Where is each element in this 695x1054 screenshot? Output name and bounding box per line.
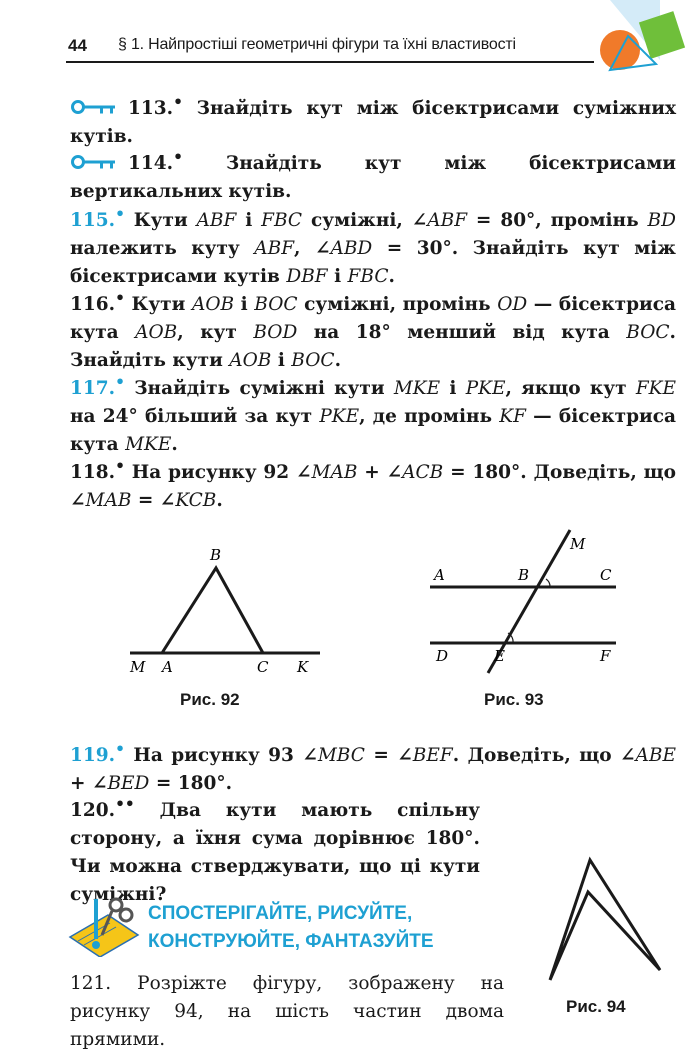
page-number: 44 [68, 36, 87, 55]
figure-94-caption: Рис. 94 [566, 997, 626, 1016]
fig92-label-k: K [297, 658, 309, 676]
figure-92 [120, 540, 330, 680]
figure-93-caption: Рис. 93 [484, 690, 544, 709]
problem-113: 113.• Знайдіть кут між бісектрисами суміжних кутів. [70, 93, 676, 148]
fig92-label-m: M [130, 658, 146, 676]
problem-117: 117.• Знайдіть суміжні кути MKE і PKE, якщо кут FKE на 24° більший за кут PKE, де промінь KF — бісектриса кута MKE. [70, 373, 677, 456]
fig93-label-m: M [570, 535, 586, 553]
problem-120: 120.•• Два кути мають спільну сторону, а їхня сума дорівнює 180°. Чи можна стверджувати, що ці кути суміжні? [70, 795, 480, 906]
section-heading-line1: СПОСТЕРІГАЙТЕ, РИСУЙТЕ, [148, 903, 413, 924]
problem-115: 115.• Кути ABF і FBC суміжні, ∠ABF = 80°, промінь BD належить куту ABF, ∠ABD = 30°. Знайдіть кут між бісектрисами кутів DBF і FBC. [70, 205, 676, 288]
fig92-label-c: C [257, 658, 269, 676]
section-heading-line2: КОНСТРУЮЙТЕ, ФАНТАЗУЙТЕ [148, 931, 434, 952]
fig93-label-b: B [518, 566, 530, 584]
fig93-label-f: F [600, 647, 611, 665]
geometric-shapes-icon [598, 0, 695, 80]
figure-93 [420, 525, 630, 675]
fig93-label-d: D [436, 647, 449, 665]
problem-121: 121. Розріжте фігуру, зображену на рисунку 94, на шість частин двома прямими. [70, 973, 504, 1050]
problem-119: 119.• На рисунку 93 ∠MBC = ∠BEF. Доведіть, що ∠ABE + ∠BED = 180°. [70, 740, 676, 795]
problem-116: 116.• Кути AOB і BOC суміжні, промінь OD — бісектриса кута AOB, кут BOD на 18° менший від кута BOC. Знайдіть кути AOB і BOC. [70, 289, 676, 372]
figure-94 [520, 840, 680, 990]
problem-118: 118.• На рисунку 92 ∠MAB + ∠ACB = 180°. Доведіть, що ∠MAB = ∠KCB. [70, 457, 676, 512]
problem-114: 114.• Знайдіть кут між бісектрисами вертикальних кутів. [70, 148, 676, 203]
fig92-label-a: A [162, 658, 173, 676]
section-heading [148, 900, 434, 956]
figure-92-caption: Рис. 92 [180, 690, 240, 709]
page-header [0, 0, 695, 80]
key-icon [70, 154, 122, 170]
fig93-label-a: A [434, 566, 445, 584]
section-title: § 1. Найпростіші геометричні фігури та їхні властивості [118, 36, 516, 53]
fig92-label-b: B [210, 546, 222, 564]
fig93-label-c: C [600, 566, 612, 584]
key-icon [70, 99, 122, 115]
header-rule [66, 61, 594, 63]
tools-icon [68, 895, 140, 957]
fig93-label-e: E [494, 647, 505, 665]
